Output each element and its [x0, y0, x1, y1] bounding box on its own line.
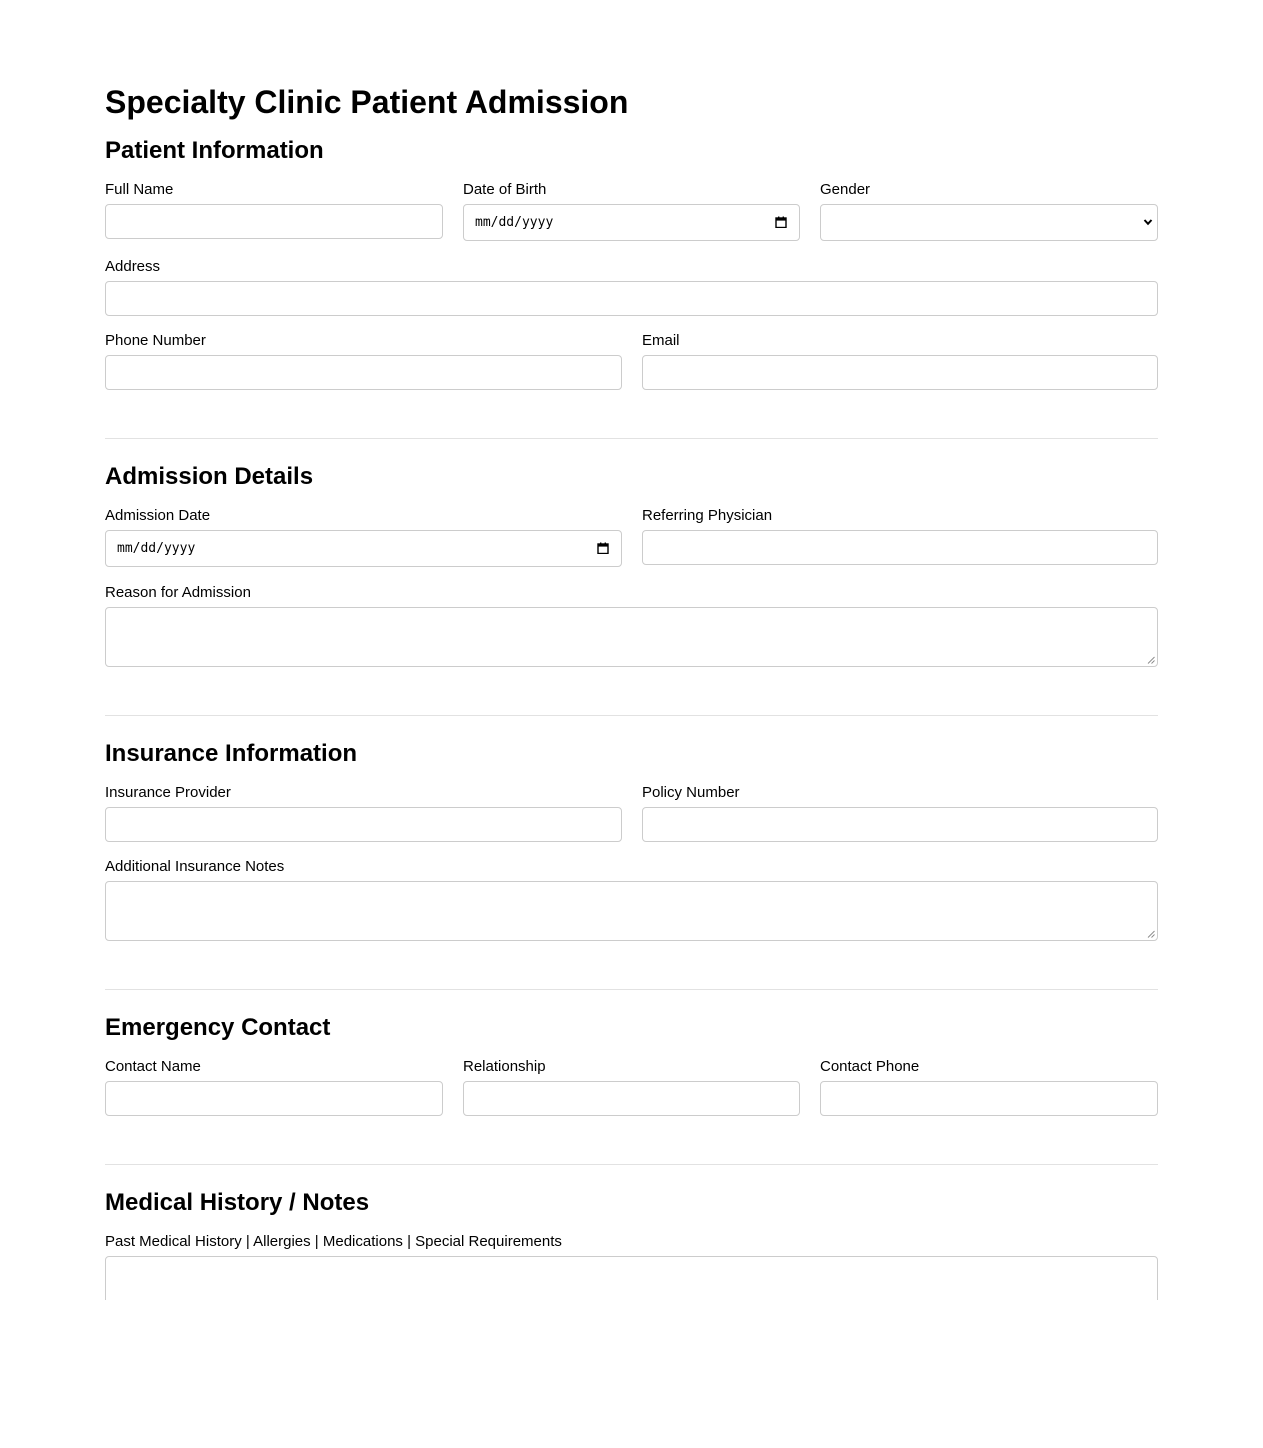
- admission-date-placeholder: mm/dd/yyyy: [117, 541, 196, 556]
- chevron-down-icon: [1143, 217, 1153, 227]
- policy-number-label: Policy Number: [642, 784, 740, 801]
- medical-history-textarea[interactable]: [105, 1256, 1158, 1300]
- additional-insurance-notes-label: Additional Insurance Notes: [105, 858, 285, 875]
- admission-date-input[interactable]: [105, 530, 622, 567]
- section-heading-medical-history: Medical History / Notes: [105, 1189, 370, 1216]
- section-heading-insurance-information: Insurance Information: [105, 740, 358, 767]
- section-heading-patient-information: Patient Information: [105, 137, 324, 164]
- phone-number-label: Phone Number: [105, 332, 206, 349]
- relationship-input[interactable]: [463, 1081, 800, 1116]
- section-divider: [105, 715, 1158, 716]
- contact-name-input[interactable]: [105, 1081, 443, 1116]
- section-divider: [105, 989, 1158, 990]
- calendar-icon[interactable]: [775, 216, 787, 228]
- reason-for-admission-label: Reason for Admission: [105, 584, 251, 601]
- medical-history-label: Past Medical History | Allergies | Medications | Special Requirements: [105, 1233, 562, 1250]
- address-input[interactable]: [105, 281, 1158, 316]
- email-input[interactable]: [642, 355, 1158, 390]
- gender-label: Gender: [820, 181, 871, 198]
- full-name-label: Full Name: [105, 181, 174, 198]
- date-of-birth-placeholder: mm/dd/yyyy: [475, 215, 554, 230]
- phone-number-input[interactable]: [105, 355, 622, 390]
- relationship-label: Relationship: [463, 1058, 546, 1075]
- referring-physician-label: Referring Physician: [642, 507, 773, 524]
- resize-grip-icon[interactable]: [1147, 930, 1155, 938]
- gender-select[interactable]: [820, 204, 1158, 241]
- referring-physician-input[interactable]: [642, 530, 1158, 565]
- full-name-input[interactable]: [105, 204, 443, 239]
- section-divider: [105, 1164, 1158, 1165]
- admission-date-label: Admission Date: [105, 507, 211, 524]
- additional-insurance-notes-textarea[interactable]: [105, 881, 1158, 941]
- calendar-icon[interactable]: [597, 542, 609, 554]
- page-title: Specialty Clinic Patient Admission: [105, 84, 629, 120]
- insurance-provider-label: Insurance Provider: [105, 784, 231, 801]
- date-of-birth-input[interactable]: [463, 204, 800, 241]
- reason-for-admission-textarea[interactable]: [105, 607, 1158, 667]
- policy-number-input[interactable]: [642, 807, 1158, 842]
- email-label: Email: [642, 332, 680, 349]
- contact-phone-input[interactable]: [820, 1081, 1158, 1116]
- contact-name-label: Contact Name: [105, 1058, 201, 1075]
- insurance-provider-input[interactable]: [105, 807, 622, 842]
- section-heading-emergency-contact: Emergency Contact: [105, 1014, 331, 1041]
- date-of-birth-label: Date of Birth: [463, 181, 547, 198]
- section-divider: [105, 438, 1158, 439]
- resize-grip-icon[interactable]: [1147, 656, 1155, 664]
- address-label: Address: [105, 258, 161, 275]
- section-heading-admission-details: Admission Details: [105, 463, 314, 490]
- contact-phone-label: Contact Phone: [820, 1058, 920, 1075]
